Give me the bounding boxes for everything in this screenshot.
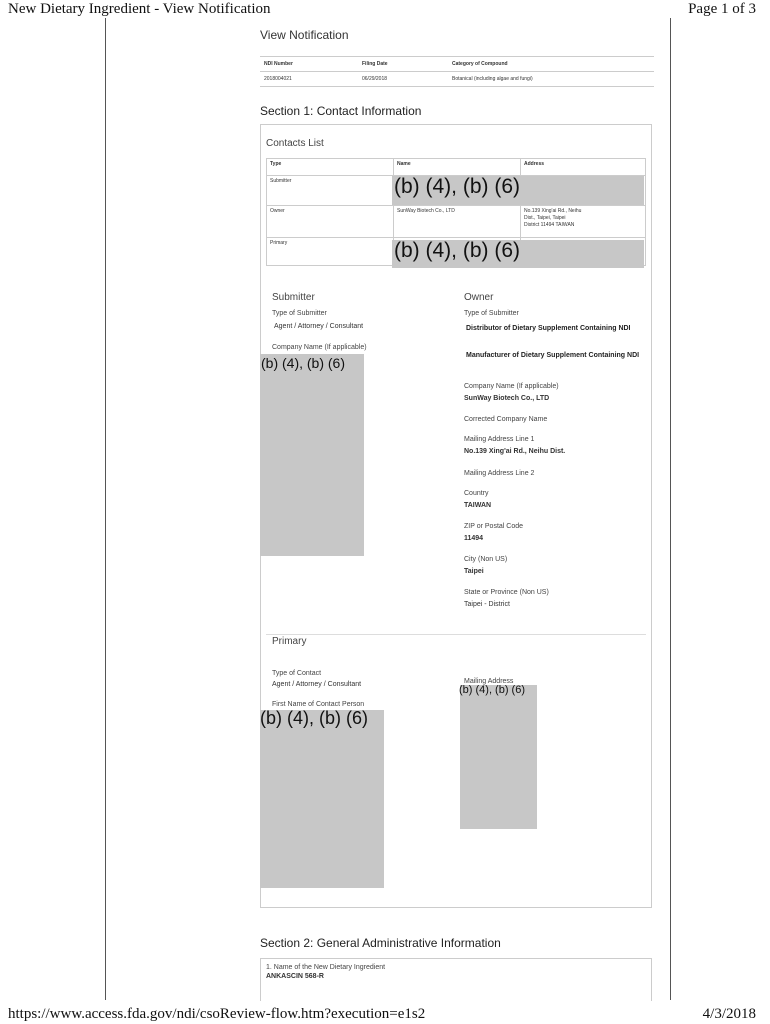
owner-type-label: Type of Submitter [464, 310, 519, 317]
col-category: Category of Compound [448, 57, 654, 72]
owner-state-value: Taipei - District [464, 601, 510, 608]
category-value: Botanical (including algae and fungi) [448, 72, 654, 87]
col-address: Address [521, 159, 646, 176]
redaction-label: (b) (4), (b) (6) [394, 175, 520, 198]
owner-country-label: Country [464, 490, 489, 497]
ndi-name-label: 1. Name of the New Dietary Ingredient [266, 964, 386, 971]
primary-mailing-label: Mailing Address [464, 678, 514, 685]
owner-address-line: Dist., Taipei, Taipei [524, 215, 566, 221]
ndi-number: 2018004021 [260, 72, 358, 87]
col-type: Type [267, 159, 394, 176]
view-notification-heading: View Notification [260, 28, 349, 42]
document-title: New Dietary Ingredient - View Notification [8, 1, 271, 17]
section1-title: Section 1: Contact Information [260, 104, 422, 118]
print-date: 4/3/2018 [702, 1006, 756, 1022]
owner-company-value: SunWay Biotech Co., LTD [464, 395, 550, 402]
owner-address1-value: No.139 Xing'ai Rd., Neihu Dist. [464, 448, 566, 455]
col-ndi-number: NDI Number [260, 57, 358, 72]
submitter-type-label: Type of Submitter [272, 310, 327, 317]
owner-address2-label: Mailing Address Line 2 [464, 470, 535, 477]
owner-zip-label: ZIP or Postal Code [464, 523, 524, 530]
col-filing-date: Filing Date [358, 57, 448, 72]
source-url: https://www.access.fda.gov/ndi/csoReview-flow.htm?execution=e1s2 [8, 1006, 426, 1022]
notification-summary-table [260, 56, 654, 87]
owner-company-label: Company Name (If applicable) [464, 383, 559, 390]
contact-type-submitter: Submitter [267, 176, 394, 206]
submitter-company-label: Company Name (If applicable) [272, 344, 367, 351]
redaction-label: (b) (4), (b) (6) [261, 355, 345, 371]
divider [266, 634, 646, 635]
owner-address-line: District 11494 TAIWAN [524, 222, 575, 228]
owner-city-label: City (Non US) [464, 556, 508, 563]
owner-address1-label: Mailing Address Line 1 [464, 436, 535, 443]
redaction-label: (b) (4), (b) (6) [459, 684, 525, 696]
owner-zip-value: 11494 [464, 535, 484, 542]
redaction-primary-block [260, 710, 384, 888]
redaction-mailing-block [460, 685, 537, 829]
owner-address-line: No.139 Xing'ai Rd., Neihu [524, 208, 582, 214]
table-row [260, 72, 654, 87]
table-row [267, 206, 646, 238]
primary-type-label: Type of Contact [272, 670, 322, 677]
filing-date: 06/29/2018 [358, 72, 448, 87]
ndi-name-value: ANKASCIN 568-R [266, 973, 324, 980]
redaction-label: (b) (4), (b) (6) [260, 708, 368, 728]
owner-city-value: Taipei [464, 568, 484, 575]
owner-corrected-label: Corrected Company Name [464, 416, 548, 423]
owner-type-value: Distributor of Dietary Supplement Containing NDI [466, 325, 631, 332]
primary-heading: Primary [272, 636, 307, 647]
primary-type-value: Agent / Attorney / Consultant [272, 681, 362, 688]
owner-type-value: Manufacturer of Dietary Supplement Containing NDI [466, 352, 640, 359]
section2-title: Section 2: General Administrative Information [260, 936, 501, 950]
owner-heading: Owner [464, 292, 494, 303]
owner-state-label: State or Province (Non US) [464, 589, 549, 596]
submitter-heading: Submitter [272, 292, 315, 303]
redaction-label: (b) (4), (b) (6) [394, 239, 520, 262]
redaction-submitter-block [260, 354, 364, 556]
notification-content [106, 18, 670, 1000]
contacts-list-heading: Contacts List [266, 138, 324, 149]
owner-name: SunWay Biotech Co., LTD [394, 206, 521, 238]
right-border [670, 18, 671, 1000]
primary-first-name-label: First Name of Contact Person [272, 701, 365, 708]
submitter-type-value: Agent / Attorney / Consultant [274, 323, 364, 330]
col-name: Name [394, 159, 521, 176]
contact-type-owner: Owner [267, 206, 394, 238]
page-number: Page 1 of 3 [688, 1, 756, 17]
contact-type-primary: Primary [267, 238, 394, 266]
owner-country-value: TAIWAN [464, 502, 492, 509]
